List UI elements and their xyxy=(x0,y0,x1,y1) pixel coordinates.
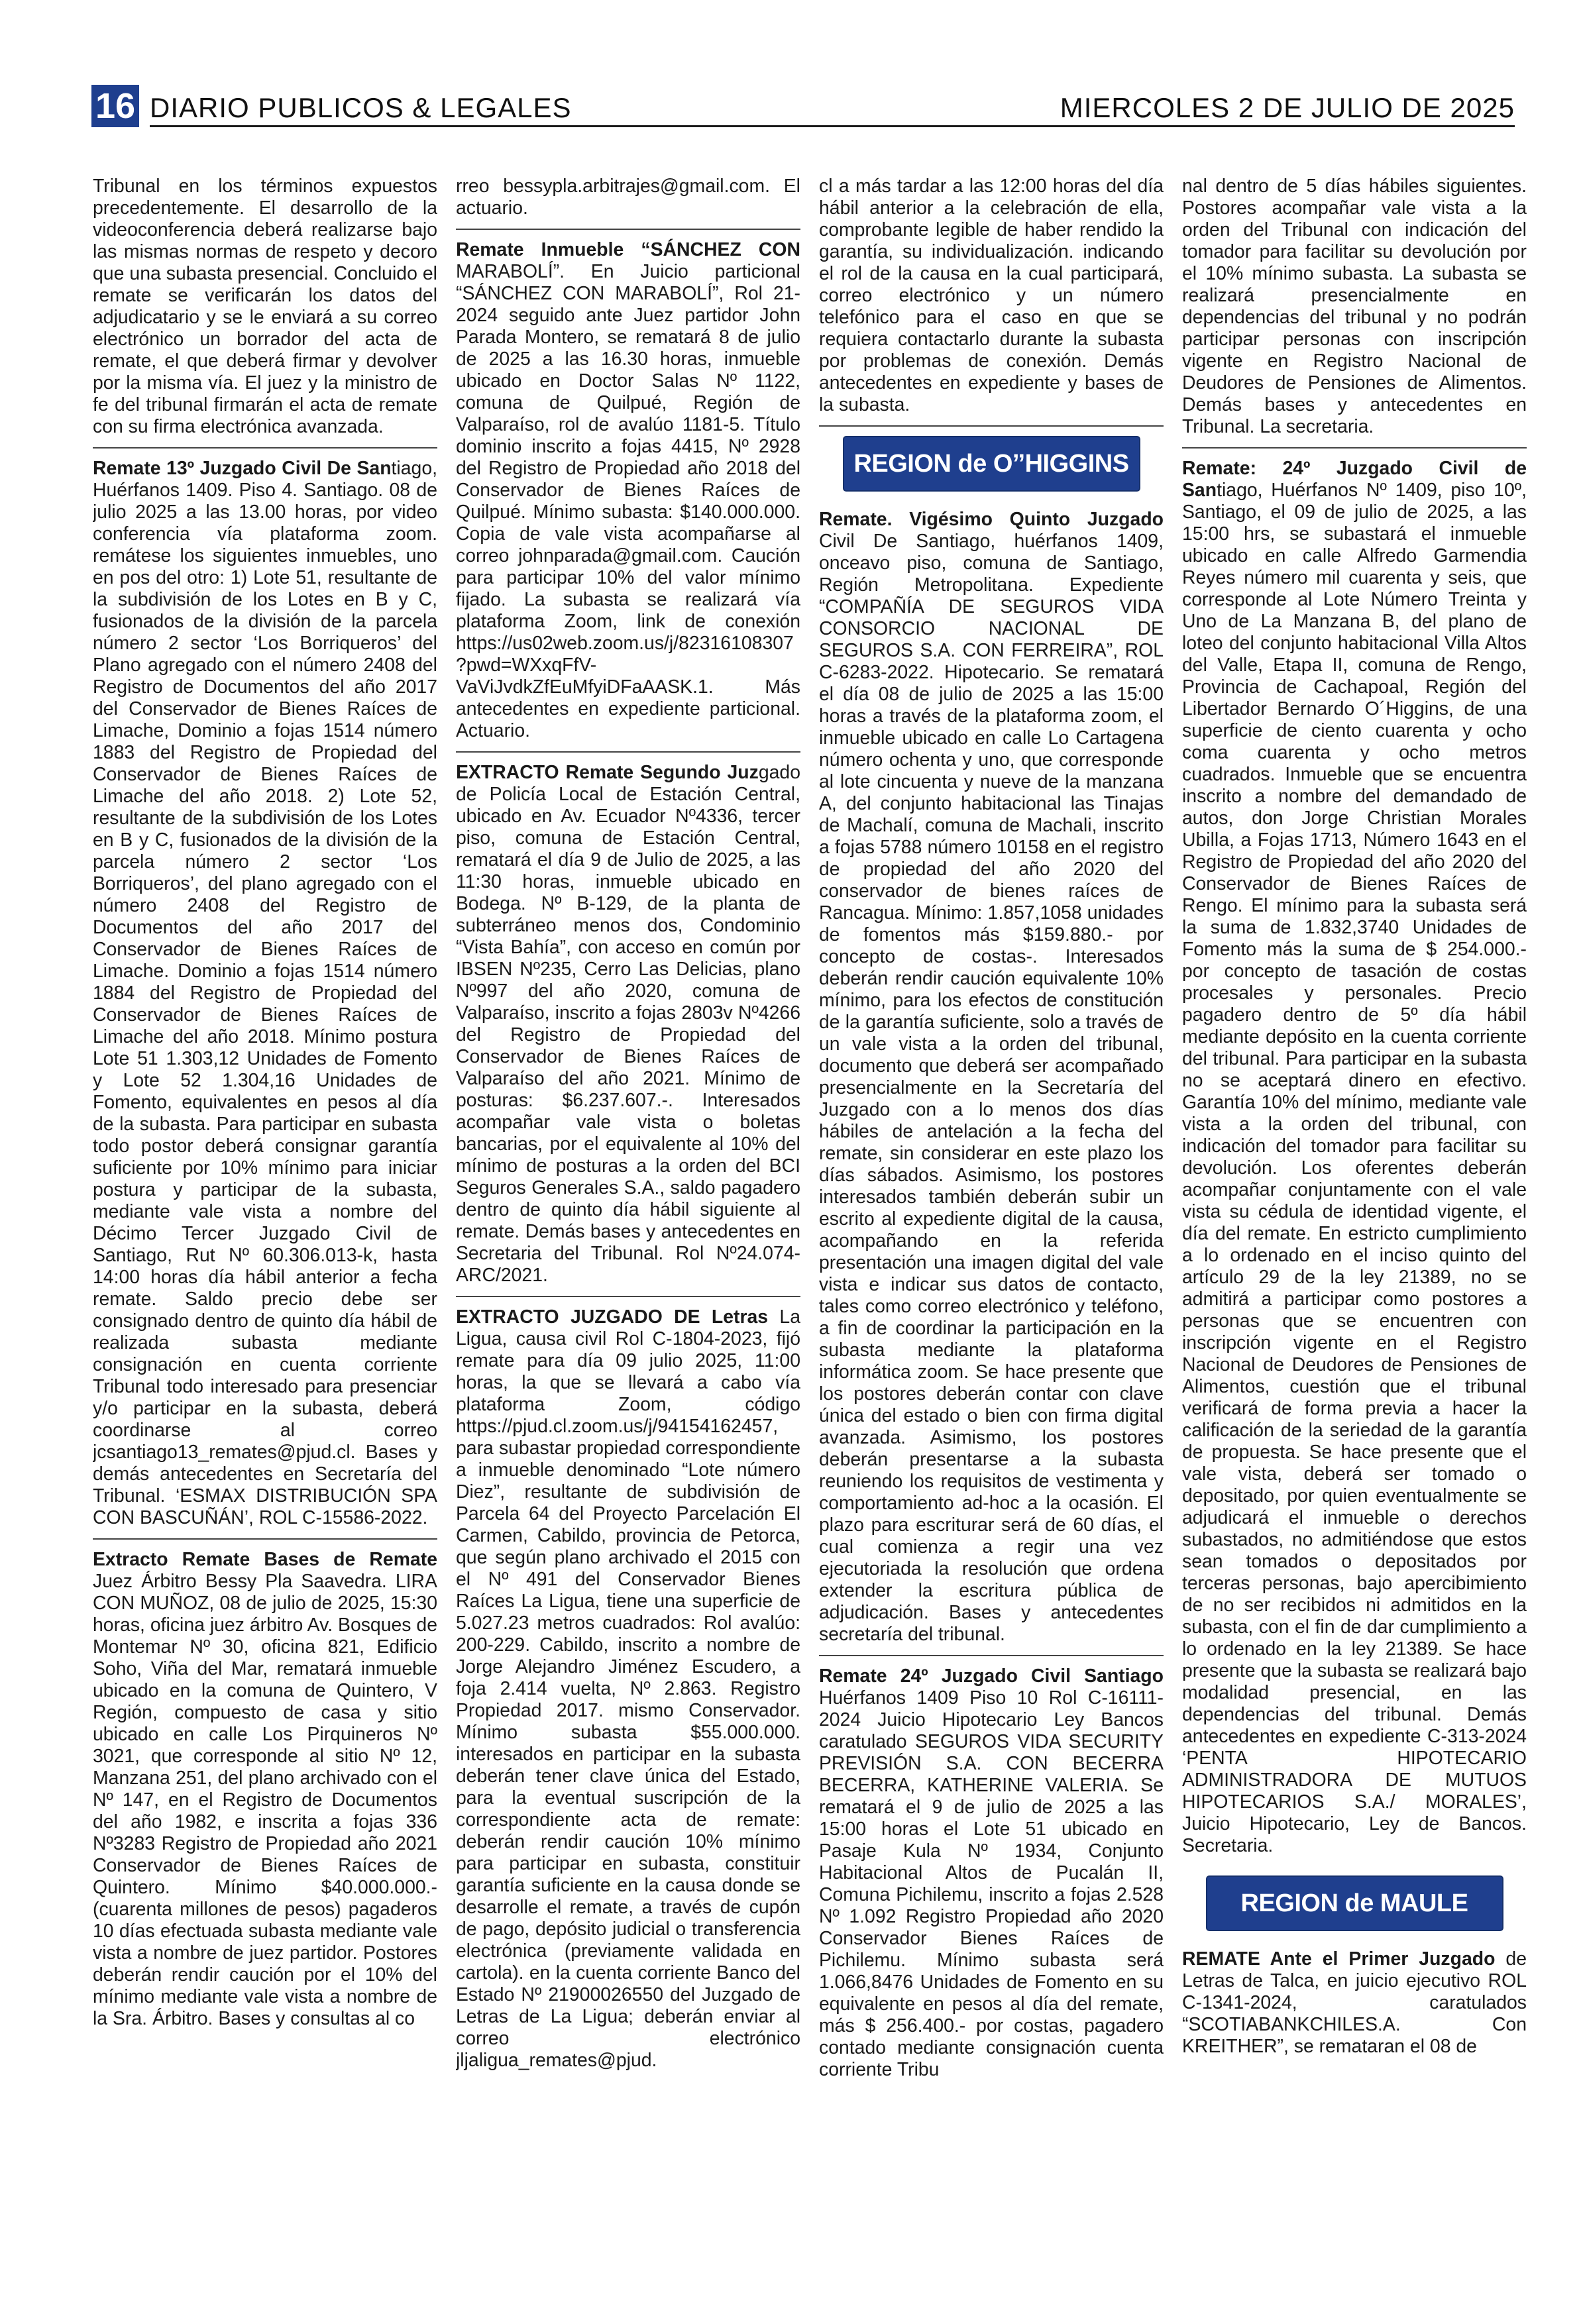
notice-body: rreo bessypla.arbitrajes@gmail.com. El actuario. xyxy=(456,176,800,219)
notice-text xyxy=(1182,176,1527,438)
issue-date: MIERCOLES 2 DE JULIO DE 2025 xyxy=(1060,92,1515,123)
notice-body: La Ligua, causa civil Rol C-1804-2023, fijó remate para día 09 julio 2025, 11:00 horas, la que se llevará a cabo vía plataforma Zoom, código https://pjud.cl.zoom.us/j/94154162457, para subastar propiedad correspondiente a inmueble denominado “Lote número Diez”, resultante de subdivisión de Parcela 64 del Proyecto Parcelación El Carmen, Cabildo, provincia de Petorca, que según plano archivado el 2015 con el Nº 491 del Conservador Bienes Raíces La Ligua, tiene una superficie de 5.027.23 metros cuadrados: Rol avalúo: 200-229. Cabildo, inscrito a nombre de Jorge Alejandro Jiménez Escudero, a foja 2.414 vuelta, Nº 2.863. Registro Propiedad 2017. mismo Conservador. Mínimo subasta $55.000.000. interesados en participar en la subasta deberán tener clave única del Estado, para la eventual suscripción de la correspondiente acta de remate: deberán rendir caución 10% mínimo para participar en subasta, constituir garantía suficiente en la causa donde se desarrolle el remate, a través de cupón de pago, depósito judicial o transferencia electrónica (previamente validada en cartola). en la cuenta corriente Banco del Estado Nº 21900026550 del Juzgado de Letras de La Ligua; deberán enviar al correo electrónico jljaligua_remates@pjud. xyxy=(456,1306,800,2071)
notice-text xyxy=(456,762,800,1287)
notice-divider xyxy=(456,1296,800,1297)
notice-text xyxy=(456,239,800,742)
notice xyxy=(1182,176,1527,447)
notice xyxy=(456,176,800,229)
notice xyxy=(819,1665,1164,2090)
notice-divider xyxy=(93,447,437,449)
notice-body: Tribunal en los términos expuestos precedentemente. El desarrollo de la videoconferencia deberá realizarse bajo las mismas normas de respeto y decoro que una subasta presencial. Concluido el remate se verificarán los datos del adjudicatario y se le enviará a su correo electrónico un borrador del acta de remate, el que deberá firmar y devolver por la misma vía. El juez y la ministro de fe del tribunal firmarán el acta de remate con su firma electrónica avanzada. xyxy=(93,176,437,437)
notice-divider xyxy=(456,229,800,230)
notice-lead: EXTRACTO Remate Segundo Juz xyxy=(456,762,759,783)
column-2 xyxy=(456,176,800,2296)
notice-text xyxy=(456,1306,800,2072)
notice xyxy=(819,176,1164,425)
notice-text xyxy=(456,176,800,219)
page-number: 16 xyxy=(91,85,139,127)
notice-text xyxy=(1182,1948,1527,2058)
notice-divider xyxy=(819,1655,1164,1656)
notice-body: de Letras de Talca, en juicio ejecutivo ROL C-1341-2024, caratulados “SCOTIABANKCHILES.A. Con KREITHER”, se remataran el 08 de xyxy=(1182,1948,1527,2057)
header-rule xyxy=(150,125,1515,127)
notice-lead: Remate. Vigésimo Quinto Juzgado xyxy=(819,509,1164,530)
notice-body: MARABOLÍ”. En Juicio particional “SÁNCHEZ CON MARABOLÍ”, Rol 21-2024 seguido ante Juez partidor John Parada Montero, se rematará 8 de julio de 2025 a las 16.30 horas, inmueble ubicado en Doctor Salas Nº 1122, comuna de Quilpué, Región de Valparaíso, rol de avalúo 1181-5. Título dominio inscrito a fojas 4415, Nº 2928 del Registro de Propiedad año 2018 del Conservador de Bienes Raíces de Quilpué. Mínimo subasta: $140.000.000. Copia de vale vista acompañarse al correo johnparada@gmail.com. Caución para participar 10% del valor mínimo fijado. La subasta se realizará vía plataforma Zoom, link de conexión https://us02web.zoom.us/j/82316108307?pwd=WXxqFfV-VaViJvdkZfEuMfyiDFaAASK.1. Más antecedentes en expediente particional. Actuario. xyxy=(456,261,800,741)
region-banner-ohiggins: REGION de O’’HIGGINS xyxy=(844,437,1139,490)
notice xyxy=(819,509,1164,1655)
notice-lead: Extracto Remate Bases de Remate xyxy=(93,1549,437,1570)
notice-text xyxy=(93,176,437,438)
notice xyxy=(456,1306,800,2081)
notice-text xyxy=(93,1549,437,2030)
page-header xyxy=(91,85,1515,127)
column-1 xyxy=(93,176,437,2296)
notice-lead: Remate 13º Juzgado Civil De San xyxy=(93,458,392,479)
notice xyxy=(456,762,800,1296)
notice-body: tiago, Huérfanos 1409. Piso 4. Santiago. 08 de julio 2025 a las 13.00 horas, por video conferencia vía plataforma zoom. remátese los siguientes inmuebles, uno en pos del otro: 1) Lote 51, resultante de la subdivisión de los Lotes en B y C, fusionados de la división de la parcela número 2 sector ‘Los Borriqueros’ del Plano agregado con el número 2408 del Registro de Documentos del año 2017 del Conservador de Bienes Raíces de Limache, Dominio a fojas 1514 número 1883 del Registro de Propiedad del Conservador de Bienes Raíces de Limache del año 2018. 2) Lote 52, resultante de la subdivisión de los Lotes en B y C, fusionados de la división de la parcela número 2 sector ‘Los Borriqueros’, del plano agregado con el número 2408 del Registro de Documentos del año 2017 del Conservador de Bienes Raíces de Limache. Dominio a fojas 1514 número 1884 del Registro de Propiedad del Conservador de Bienes Raíces de Limache del año 2018. Mínimo postura Lote 51 1.303,12 Unidades de Fomento y Lote 52 1.304,16 Unidades de Fomento, equivalentes en pesos al día de la subasta. Para participar en subasta todo postor deberá consignar garantía suficiente por 10% mínimo para iniciar postura y participar de la subasta, mediante vale vista a nombre del Décimo Tercer Juzgado Civil de Santiago, Rut Nº 60.306.013-k, hasta 14:00 horas día hábil anterior a fecha remate. Saldo precio debe ser consignado dentro de quinto día hábil de realizada subasta mediante consignación en cuenta corriente Tribunal todo interesado para presenciar y/o participar en la subasta, deberá coordinarse al correo jcsantiago13_remates@pjud.cl. Bases y demás antecedentes en Secretaría del Tribunal. ‘ESMAX DISTRIBUCIÓN SPA CON BASCUÑÁN’, ROL C-15586-2022. xyxy=(93,458,437,1528)
notice-divider xyxy=(819,425,1164,427)
notice-lead: EXTRACTO JUZGADO DE Letras xyxy=(456,1306,769,1328)
notice-body: nal dentro de 5 días hábiles siguientes. Postores acompañar vale vista a la orden del Tribunal con indicación del tomador para facilitar su devolución por el 10% mínimo subasta. La subasta se realizará presencialmente en dependencias del tribunal y no podrán participar personas con inscripción vigente en Registro Nacional de Deudores de Pensiones de Alimentos. Demás bases y antecedentes en Tribunal. La secretaria. xyxy=(1182,176,1527,437)
notice xyxy=(93,458,437,1538)
notice-lead: Remate Inmueble “SÁNCHEZ CON xyxy=(456,239,800,260)
notice-body: Huérfanos 1409 Piso 10 Rol C-16111-2024 Juicio Hipotecario Ley Bancos caratulado SEGUROS VIDA SECURITY PREVISIÓN S.A. CON BECERRA BECERRA, KATHERINE VALERIA. Se rematará el 9 de julio de 2025 a las 15:00 horas el Lote 51 ubicado en Pasaje Kula Nº 1934, Conjunto Habitacional Altos de Pucalán II, Comuna Pichilemu, inscrito a fojas 2.528 Nº 1.092 Registro Propiedad año 2020 Conservador Bienes Raíces de Pichilemu. Mínimo subasta será 1.066,8476 Unidades de Fomento en su equivalente en pesos al día del remate, más $ 256.400.- por costas, pagadero contado mediante consignación cuenta corriente Tribu xyxy=(819,1687,1164,2080)
notice-text xyxy=(819,176,1164,416)
notice-divider xyxy=(456,751,800,753)
notice-divider xyxy=(1182,447,1527,449)
notice-text xyxy=(819,509,1164,1646)
notice xyxy=(1182,1948,1527,2067)
notice-text xyxy=(1182,458,1527,1857)
notice-lead: REMATE Ante el Primer Juzgado xyxy=(1182,1948,1496,1970)
notice xyxy=(1182,458,1527,1866)
notice-body: Civil De Santiago, huérfanos 1409, onceavo piso, comuna de Santiago, Región Metropolitana. Expediente “COMPAÑÍA DE SEGUROS VIDA CONSORCIO NACIONAL DE SEGUROS S.A. CON FERREIRA”, ROL C-6283-2022. Hipotecario. Se rematará el día 08 de julio de 2025 a las 15:00 horas a través de la plataforma zoom, el inmueble ubicado en calle Lo Cartagena número ochenta y uno, que corresponde al lote cincuenta y nueve de la manzana A, del conjunto habitacional las Tinajas de Machalí, comuna de Machali, inscrito a fojas 5788 número 10158 en el registro de propiedad del año 2020 del conservador de bienes raíces de Rancagua. Mínimo: 1.857,1058 unidades de fomentos más $159.880.- por concepto de costas-. Interesados deberán rendir caución equivalente 10% mínimo, para los efectos de constitución de la garantía suficiente, solo a través de un vale vista a la orden del tribunal, documento que deberá ser acompañado presencialmente en la Secretaría del Juzgado con a lo menos dos días hábiles de antelación a la fecha del remate, sin considerar en este plazo los días sábados. Asimismo, los postores interesados también deberán subir un escrito al expediente digital de la causa, acompañando en la referida presentación una imagen digital del vale vista e indicar sus datos de contacto, tales como correo electrónico y teléfono, a fin de coordinar la participación en la subasta mediante la plataforma informática zoom. Se hace presente que los postores deberán contar con clave única del estado o bien con firma digital avanzada. Asimismo, los postores deberán presentarse a la subasta reuniendo los requisitos de vestimenta y comportamiento ad-hoc a la ocasión. El plazo para escriturar será de 60 días, el cual comienza a regir una vez ejecutoriada la resolución que ordena extender la escritura pública de adjudicación. Bases y antecedentes secretaría del tribunal. xyxy=(819,531,1164,1645)
notice-body: cl a más tardar a las 12:00 horas del día hábil anterior a la celebración de ella, comprobante legible de haber rendido la garantía, su individualización. indicando el rol de la causa en la cual participará, correo electrónico y un número telefónico para el caso en que se requiera contactarlo durante la subasta por problemas de conexión. Demás antecedentes en expediente y bases de la subasta. xyxy=(819,176,1164,415)
notice xyxy=(456,239,800,751)
notice-body: tiago, Huérfanos Nº 1409, piso 10º, Santiago, el 09 de julio de 2025, a las 15:00 hrs, se subastará el inmueble ubicado en calle Alfredo Garmendia Reyes número mil cuarenta y seis, que corresponde al Lote Número Treinta y Uno de La Manzana B, del plano de loteo del conjunto habitacional Villa Altos del Valle, Etapa II, comuna de Rengo, Provincia de Cachapoal, Región del Libertador Bernardo O´Higgins, de una superficie de ciento cuarenta y ocho coma cuarenta y ocho metros cuadrados. Inmueble que se encuentra inscrito a nombre del demandado de autos, don Jorge Christian Morales Ubilla, a Fojas 1713, Número 1643 en el Registro de Propiedad del año 2020 del Conservador de Bienes Raíces de Rengo. El mínimo para la subasta será la suma de 1.832,3740 Unidades de Fomento más la suma de $ 254.000.- por concepto de tasación de costas procesales y personales. Precio pagadero dentro de 5º día hábil mediante depósito en la cuenta corriente del tribunal. Para participar en la subasta no se aceptará dinero en efectivo. Garantía 10% del mínimo, mediante vale vista a la orden del tribunal, con indicación del tomador para facilitar su devolución. Los oferentes deberán acompañar conjuntamente con el vale vista su cédula de identidad vigente, el día del remate. En estricto cumplimiento a lo ordenado en el inciso quinto del artículo 29 de la ley 21389, no se admitirá a participar como postores a personas que se encuentren con inscripción vigente en el Registro Nacional de Deudores de Pensiones de Alimentos, cuestión que el tribunal verificará de forma previa a hacer la calificación de la seriedad de la garantía de propuesta. Se hace presente que el vale vista, deberá ser tomado o depositado, por quien eventualmente se adjudicará el inmueble o derechos subastados, no admitiéndose que estos sean tomados o depositados por terceras personas, bajo apercibimiento de no ser recibidos ni admitidos en la subasta, con el fin de dar cumplimiento a lo ordenado en la ley 21389. Se hace presente que la subasta se realizará bajo modalidad presencial, en las dependencias del tribunal. Demás antecedentes en expediente C-313-2024 ‘PENTA HIPOTECARIO ADMINISTRADORA DE MUTUOS HIPOTECARIOS S.A./ MORALES’, Juicio Hipotecario, Ley de Bancos. Secretaria. xyxy=(1182,480,1527,1856)
newspaper-name: DIARIO PUBLICOS & LEGALES xyxy=(150,92,572,123)
notice-text xyxy=(93,458,437,1529)
notice-lead: Remate 24º Juzgado Civil Santiago xyxy=(819,1665,1164,1687)
notice xyxy=(93,1549,437,2039)
notice-text xyxy=(819,1665,1164,2081)
column-4 xyxy=(1182,176,1527,2296)
notice-body: gado de Policía Local de Estación Central, ubicado en Av. Ecuador Nº4336, tercer piso, comuna de Estación Central, rematará el día 9 de Julio de 2025, a las 11:30 horas, inmueble ubicado en Bodega. Nº B-129, de la planta de subterráneo menos dos, Condominio “Vista Bahía”, con acceso en común por IBSEN Nº235, Cerro Las Delicias, plano Nº997 del año 2020, comuna de Valparaíso, inscrito a fojas 2803v Nº4266 del Registro de Propiedad del Conservador de Bienes Raíces de Valparaíso del año 2021. Mínimo de posturas: $6.237.607.-. Interesados acompañar vale vista o boletas bancarias, por el equivalente al 10% del mínimo de posturas a la orden del BCI Seguros Generales S.A., saldo pagadero dentro de quinto día hábil siguiente al remate. Demás bases y antecedentes en Secretaria del Tribunal. Rol Nº24.074-ARC/2021. xyxy=(456,762,800,1286)
notice-body: Juez Árbitro Bessy Pla Saavedra. LIRA CON MUÑOZ, 08 de julio de 2025, 15:30 horas, oficina juez árbitro Av. Bosques de Montemar Nº 30, oficina 821, Edificio Soho, Viña del Mar, rematará inmueble ubicado en la comuna de Quintero, V Región, compuesto de casa y sitio ubicado en calle Los Pirquineros Nº 3021, que corresponde al sitio Nº 12, Manzana 251, del plano archivado con el Nº 147, en el Registro de Documentos del año 1982, e inscrita a fojas 336 Nº3283 Registro de Propiedad año 2021 Conservador de Bienes Raíces de Quintero. Mínimo $40.000.000.- (cuarenta millones de pesos) pagaderos 10 días efectuada subasta mediante vale vista a nombre de juez partidor. Postores deberán rendir caución por el 10% del mínimo mediante vale vista a nombre de la Sra. Árbitro. Bases y consultas al co xyxy=(93,1571,437,2029)
notice-lead: Remate: 24º Juzgado Civil de San xyxy=(1182,458,1527,501)
notice xyxy=(93,176,437,447)
region-banner-maule: REGION de MAULE xyxy=(1207,1877,1502,1930)
notice-divider xyxy=(93,1538,437,1540)
column-3 xyxy=(819,176,1164,2296)
